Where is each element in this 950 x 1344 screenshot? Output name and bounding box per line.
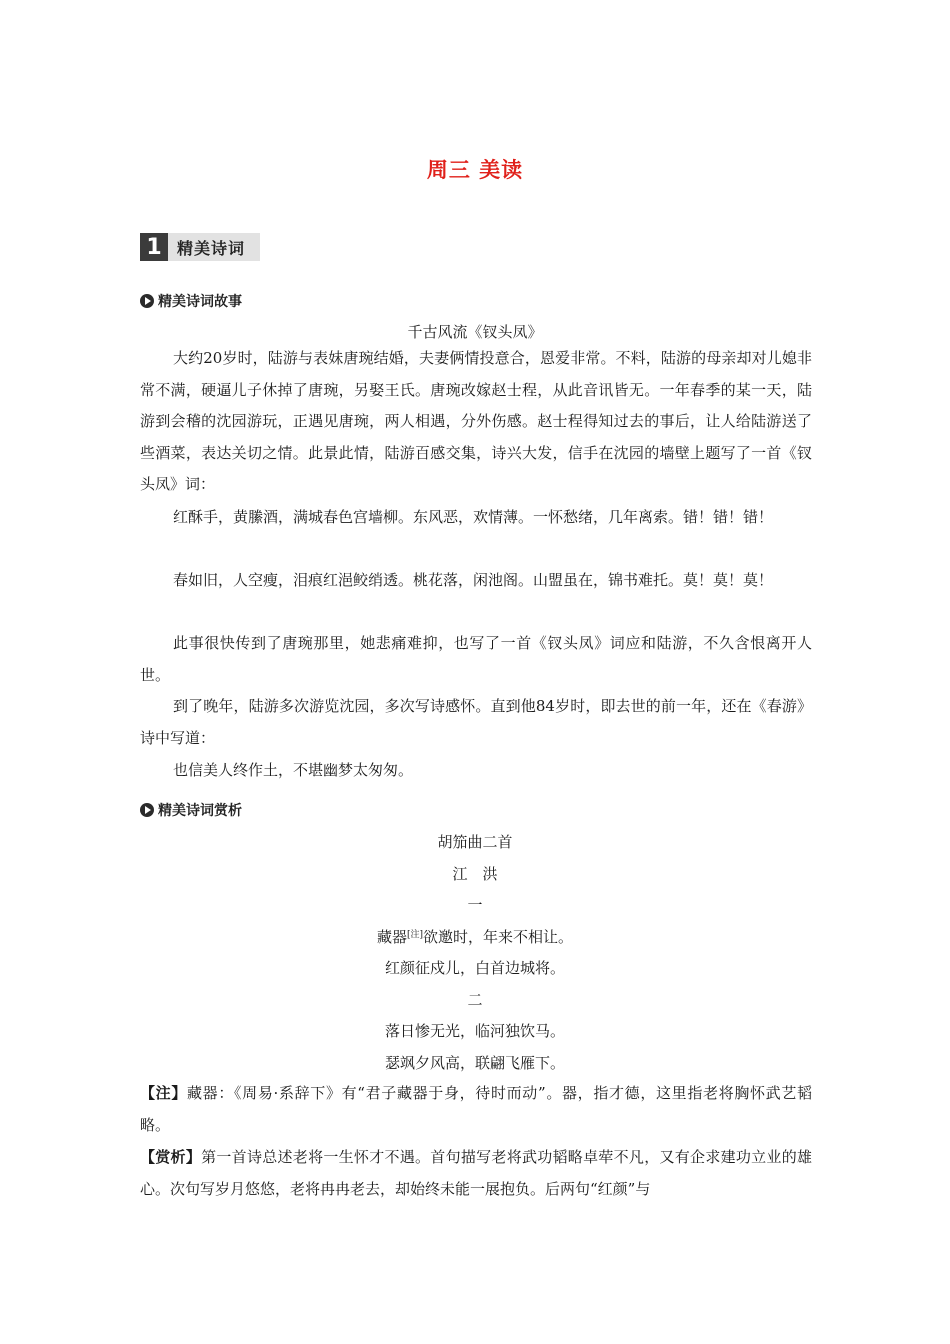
section-label: 精美诗词 <box>177 238 246 258</box>
story-paragraph-3: 春如旧，人空瘦，泪痕红浥鲛绡透。桃花落，闲池阁。山盟虽在，锦书难托。莫！莫！莫！ <box>173 571 774 589</box>
note-text: 藏器：《周易·系辞下》有“君子藏器于身，待时而动”。器，指才德，这里指老将胸怀武艺韬略。 <box>140 1084 812 1134</box>
poem-title: 胡笳曲二首 <box>437 833 513 851</box>
poem-line-2: 红颜征戍儿，白首边城将。 <box>384 959 565 977</box>
poem-line-1 <box>140 926 810 947</box>
note-tag: 【注】 <box>140 1084 188 1102</box>
section-number: 1 <box>140 233 168 261</box>
commentary-text: 第一首诗总述老将一生怀才不遇。首句描写老将武功韬略卓荦不凡，又有企求建功立业的雄心。次句写岁月悠悠，老将冉冉老去，却始终未能一展抱负。后两句“红颜”与 <box>140 1148 812 1198</box>
story-heading-label: 精美诗词故事 <box>158 294 242 310</box>
page-title: 周三 美读 <box>426 158 524 182</box>
poem-line-3: 落日惨无光，临河独饮马。 <box>384 1022 565 1040</box>
story-paragraph-4: 此事很快传到了唐琬那里，她悲痛难抑，也写了一首《钗头凤》词应和陆游，不久含恨离开人世。 <box>140 634 812 684</box>
story-paragraph-6: 也信美人终作土，不堪幽梦太匆匆。 <box>173 761 414 779</box>
poem-line-4: 瑟飒夕风高，联翩飞雁下。 <box>384 1054 565 1072</box>
story-title: 千古风流《钗头凤》 <box>407 323 543 341</box>
poem-part-one-label: 一 <box>467 896 483 914</box>
poem-author: 江 洪 <box>452 865 498 883</box>
story-paragraph-2: 红酥手，黄縢酒，满城春色宫墙柳。东风恶，欢情薄。一怀愁绪，几年离索。错！错！错！ <box>173 508 774 526</box>
analysis-heading-label: 精美诗词赏析 <box>158 803 242 819</box>
story-paragraph-5: 到了晚年，陆游多次游览沈园，多次写诗感怀。直到他84岁时，即去世的前一年，还在《春游》诗中写道： <box>140 697 812 747</box>
note-marker: [注] <box>406 930 424 940</box>
story-heading <box>140 291 242 311</box>
commentary-tag: 【赏析】 <box>140 1148 202 1166</box>
story-paragraph-1: 大约20岁时，陆游与表妹唐琬结婚，夫妻俩情投意合，恩爱非常。不料，陆游的母亲却对儿媳非常不满，硬逼儿子休掉了唐琬，另娶王氏。唐琬改嫁赵士程，从此音讯皆无。一年春季的某一天，陆游到会稽的沈园游玩，正遇见唐琬，两人相遇，分外伤感。赵士程得知过去的事后，让人给陆游送了些酒菜，表达关切之情。此景此情，陆游百感交集，诗兴大发，信手在沈园的墙壁上题写了一首《钗头凤》词： <box>140 349 812 494</box>
play-circle-icon <box>140 294 154 308</box>
play-circle-icon <box>140 803 154 817</box>
poem-line-1-start: 藏器 <box>376 928 407 946</box>
analysis-heading <box>140 800 242 820</box>
section-banner <box>140 233 260 261</box>
poem-note <box>140 1078 812 1141</box>
poem-line-1-end: 欲邀时，年来不相让。 <box>423 928 574 946</box>
poem-part-two-label: 二 <box>467 991 483 1009</box>
poem-commentary <box>140 1142 812 1205</box>
